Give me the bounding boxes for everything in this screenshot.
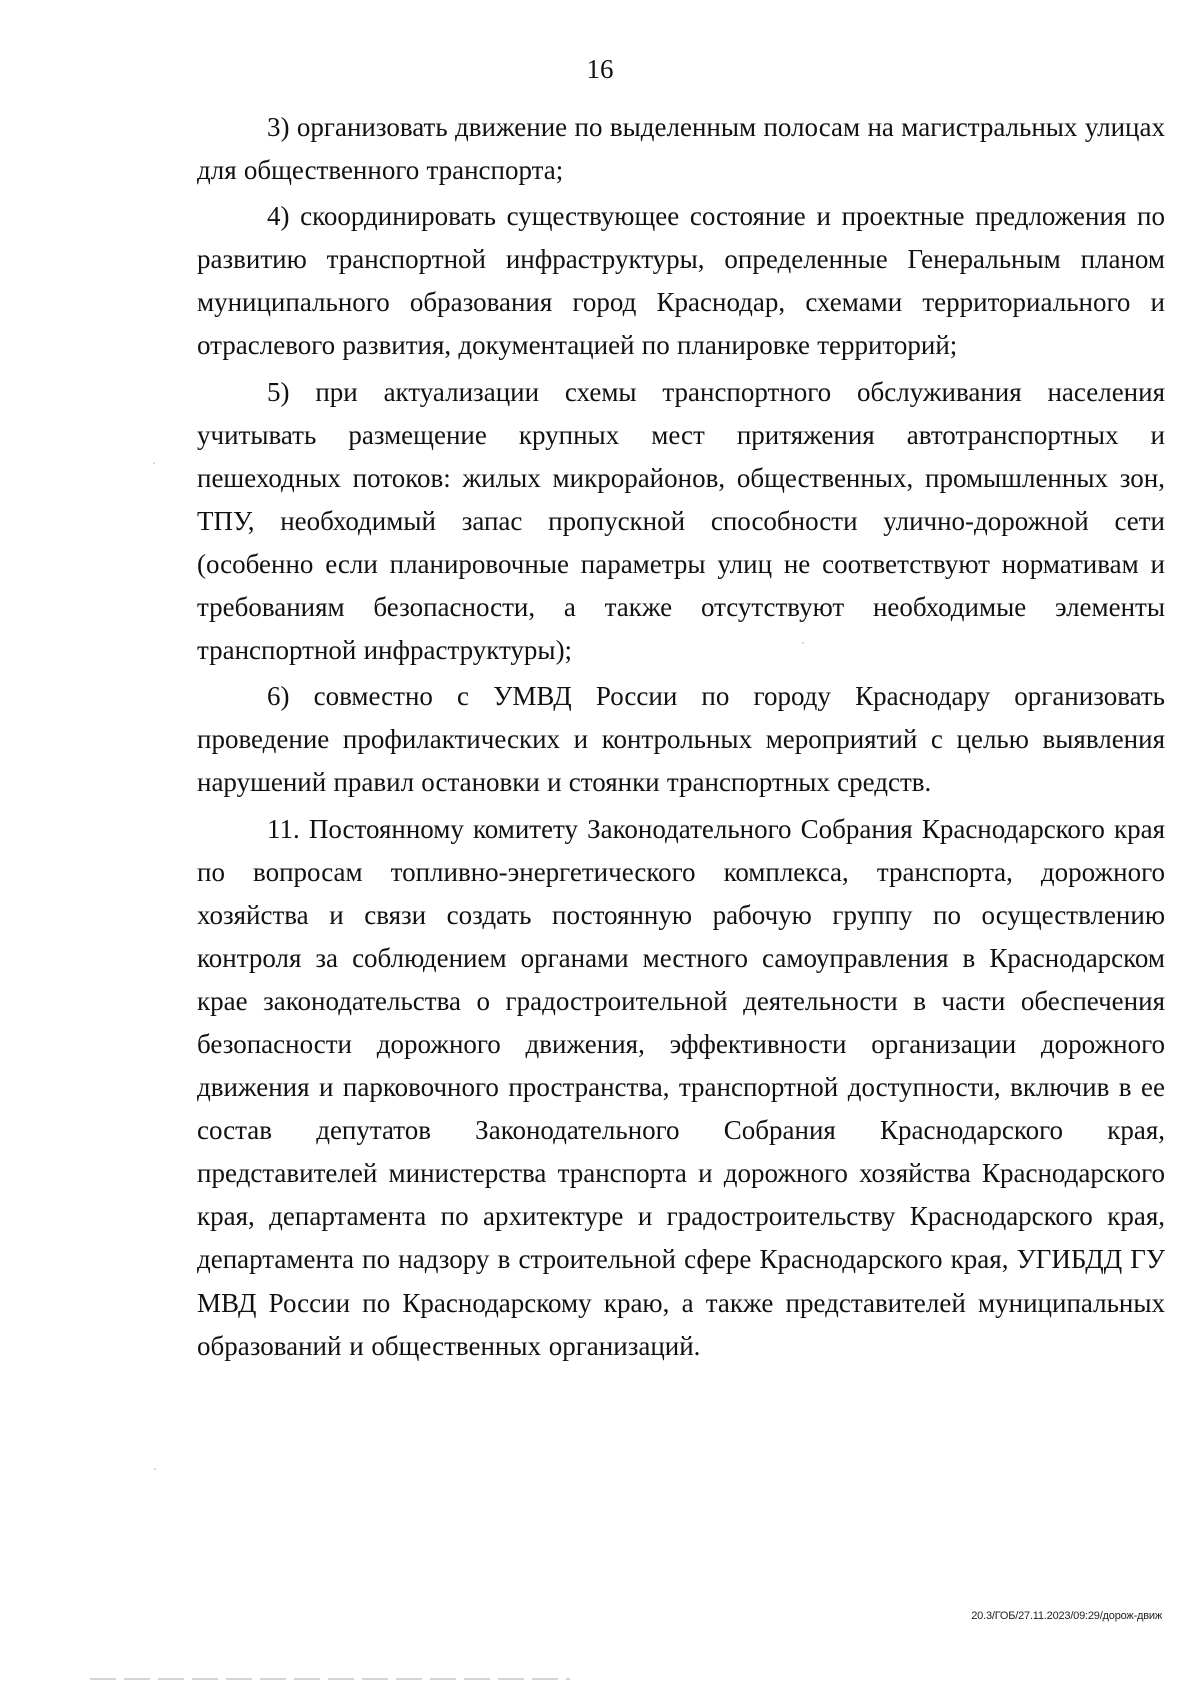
paragraph-item-3: 3) организовать движение по выделенным полосам на магистральных улицах для общественного транспорта; bbox=[197, 112, 1165, 186]
paragraph-item-4: 4) скоординировать существующее состояние и проектные предложения по развитию транспортной инфраструктуры, определенные Генеральным планом муниципального образования город Краснодар, схемами территориального и отраслевого развития, документацией по планировке территорий; bbox=[197, 201, 1165, 361]
scan-bottom-edge bbox=[90, 1678, 570, 1680]
scan-speck bbox=[153, 462, 155, 464]
document-body bbox=[197, 106, 1165, 1371]
scan-speck bbox=[802, 642, 804, 644]
page-number: 16 bbox=[586, 54, 614, 84]
scan-speck bbox=[154, 1468, 156, 1470]
paragraph-section-11: 11. Постоянному комитету Законодательного Собрания Краснодарского края по вопросам топливно-энергетического комплекса, транспорта, дорожного хозяйства и связи создать постоянную рабочую группу по осуществлению контроля за соблюдением органами местного самоуправления в Краснодарском крае законодательства о градостроительной деятельности в части обеспечения безопасности дорожного движения, эффективности организации дорожного движения и парковочного пространства, транспортной доступности, включив в ее состав депутатов Законодательного Собрания Краснодарского края, представителей министерства транспорта и дорожного хозяйства Краснодарского края, департамента по архитектуре и градостроительству Краснодарского края, департамента по надзору в строительной сфере Краснодарского края, УГИБДД ГУ МВД России по Краснодарскому краю, а также представителей муниципальных образований и общественных организаций. bbox=[197, 813, 1165, 1361]
footer-document-code: 20.3/ГОБ/27.11.2023/09:29/дорож-движ bbox=[971, 1610, 1162, 1622]
paragraph-item-6: 6) совместно с УМВД России по городу Краснодару организовать проведение профилактических и контрольных мероприятий с целью выявления нарушений правил остановки и стоянки транспортных средств. bbox=[197, 681, 1165, 798]
paragraph-item-5: 5) при актуализации схемы транспортного обслуживания населения учитывать размещение крупных мест притяжения автотранспортных и пешеходных потоков: жилых микрорайонов, общественных, промышленных зон, ТПУ, необходимый запас пропускной способности улично-дорожной сети (особенно если планировочные параметры улиц не соответствуют нормативам и требованиям безопасности, а также отсутствуют необходимые элементы транспортной инфраструктуры); bbox=[197, 376, 1165, 666]
